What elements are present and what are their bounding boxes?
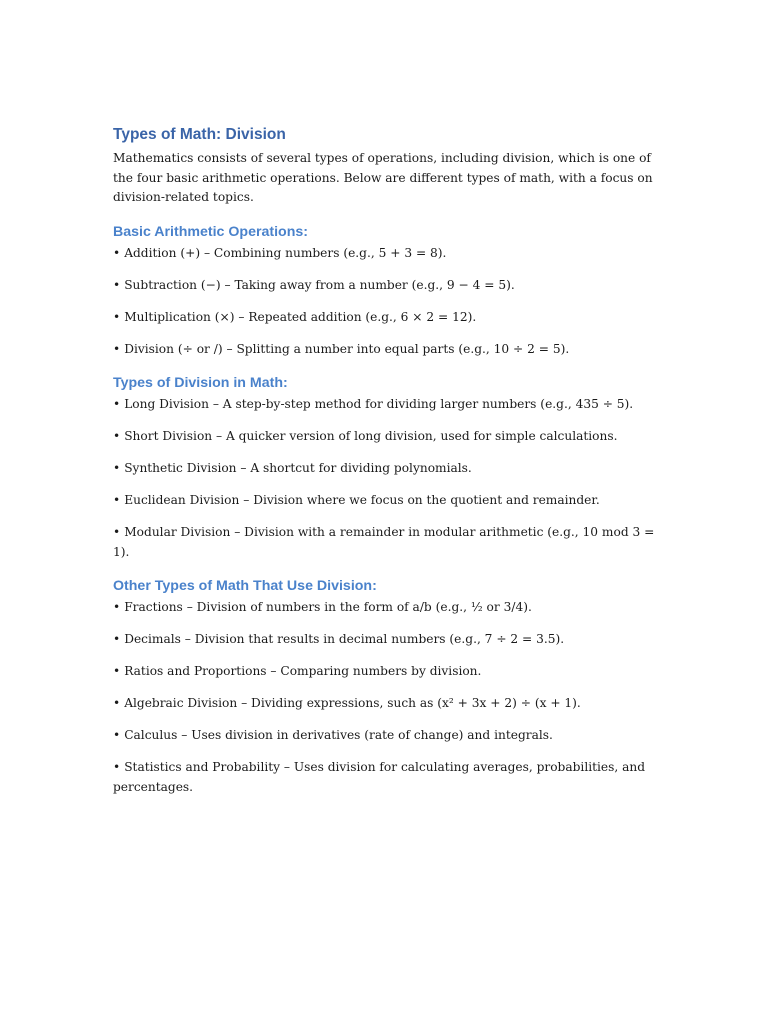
item-text: Calculus – Uses division in derivatives (rate of change) and integrals.: [124, 728, 553, 742]
bullet: •: [113, 525, 121, 539]
item-text: Long Division – A step-by-step method for dividing larger numbers (e.g., 435 ÷ 5).: [124, 397, 634, 411]
list-item: [113, 244, 661, 264]
list-item: [113, 630, 661, 650]
bullet: •: [113, 245, 121, 260]
item-text: Modular Division – Division with a remainder in modular arithmetic (e.g., 10 mod 3 = 1).: [113, 525, 655, 559]
item-text: Multiplication (×) – Repeated addition (e.g., 6 × 2 = 12).: [124, 309, 477, 324]
item-list: [113, 598, 661, 797]
bullet: •: [113, 277, 121, 292]
item-text: Decimals – Division that results in decimal numbers (e.g., 7 ÷ 2 = 3.5).: [124, 632, 565, 646]
item-text: Algebraic Division – Dividing expressions, such as (x² + 3x + 2) ÷ (x + 1).: [124, 696, 581, 710]
bullet: •: [113, 600, 121, 614]
item-text: Euclidean Division – Division where we focus on the quotient and remainder.: [124, 493, 600, 507]
item-list: [113, 395, 661, 562]
bullet: •: [113, 760, 121, 774]
list-item: [113, 395, 661, 415]
list-item: [113, 694, 661, 714]
list-item: [113, 662, 661, 682]
intro-paragraph: Mathematics consists of several types of operations, including division, which is one of the four basic arithmetic operations. Below are different types of math, with a focus on division-related topics.: [113, 151, 653, 204]
document-page: [113, 125, 661, 797]
item-text: Division (÷ or /) – Splitting a number into equal parts (e.g., 10 ÷ 2 = 5).: [124, 341, 570, 356]
item-text: Synthetic Division – A shortcut for dividing polynomials.: [124, 461, 472, 475]
list-item: [113, 308, 661, 328]
list-item: [113, 758, 661, 797]
section-heading: Types of Division in Math:: [113, 375, 288, 391]
item-text: Short Division – A quicker version of long division, used for simple calculations.: [124, 429, 618, 443]
list-item: [113, 340, 661, 360]
list-item: [113, 427, 661, 447]
section-division-types: [113, 373, 661, 562]
section-basic-arithmetic: [113, 222, 661, 360]
list-item: [113, 726, 661, 746]
page-title: Types of Math: Division: [113, 126, 286, 143]
bullet: •: [113, 728, 121, 742]
list-item: [113, 276, 661, 296]
bullet: •: [113, 461, 121, 475]
item-text: Subtraction (−) – Taking away from a number (e.g., 9 − 4 = 5).: [124, 277, 515, 292]
list-item: [113, 491, 661, 511]
item-list: [113, 244, 661, 360]
bullet: •: [113, 309, 121, 324]
item-text: Fractions – Division of numbers in the form of a/b (e.g., ½ or 3/4).: [124, 600, 532, 614]
section-other-math: [113, 576, 661, 797]
bullet: •: [113, 429, 121, 443]
list-item: [113, 598, 661, 618]
bullet: •: [113, 397, 121, 411]
section-heading: Other Types of Math That Use Division:: [113, 578, 377, 594]
list-item: [113, 523, 661, 562]
item-text: Statistics and Probability – Uses division for calculating averages, probabilities, and percentages.: [113, 760, 646, 794]
bullet: •: [113, 493, 121, 507]
bullet: •: [113, 341, 121, 356]
list-item: [113, 459, 661, 479]
bullet: •: [113, 632, 121, 646]
section-heading: Basic Arithmetic Operations:: [113, 223, 308, 240]
bullet: •: [113, 664, 121, 678]
item-text: Addition (+) – Combining numbers (e.g., 5 + 3 = 8).: [124, 245, 447, 260]
item-text: Ratios and Proportions – Comparing numbers by division.: [124, 664, 482, 678]
bullet: •: [113, 696, 121, 710]
